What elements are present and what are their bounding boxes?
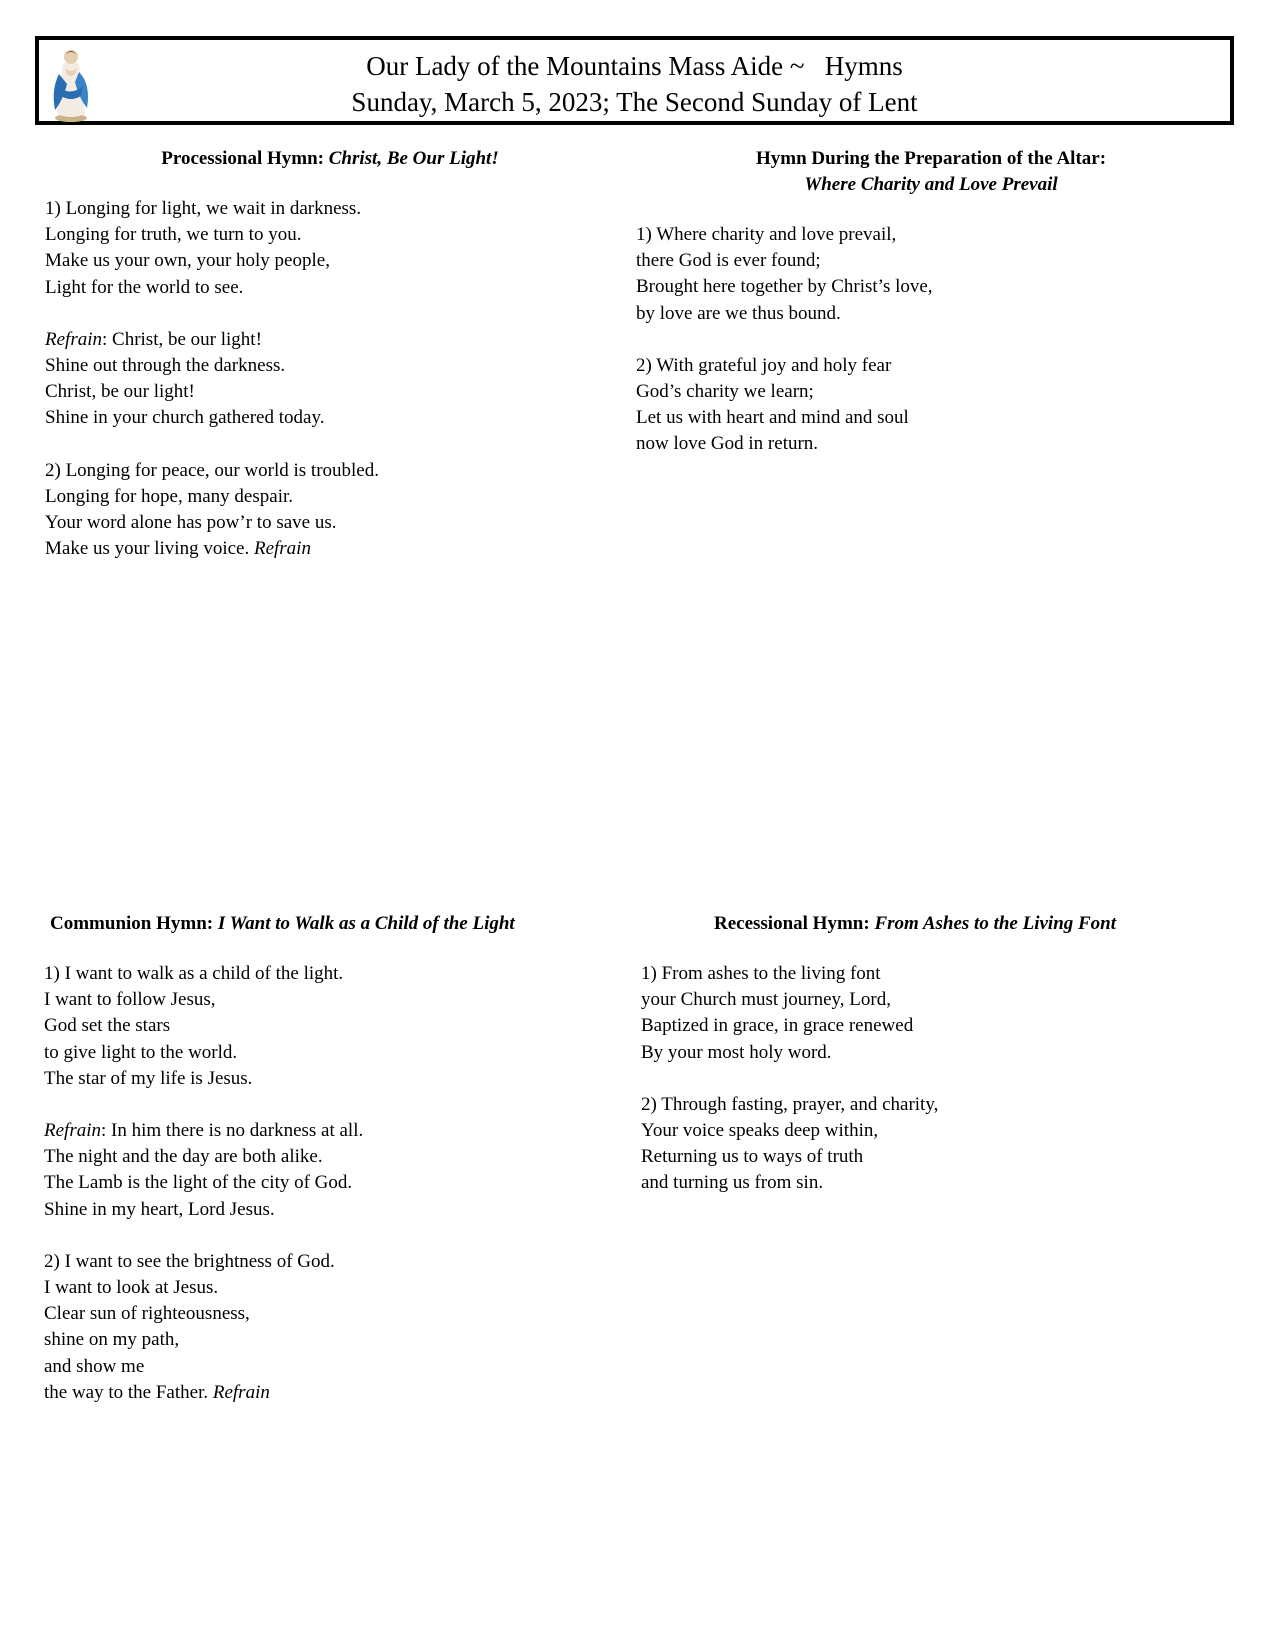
lyric-line: The star of my life is Jesus. (44, 1067, 253, 1089)
lyric-line: 2) Longing for peace, our world is troubled. (45, 459, 379, 481)
lyric-line: Light for the world to see. (45, 276, 244, 298)
header-title (39, 48, 1230, 120)
lyric-line: Shine in my heart, Lord Jesus. (44, 1198, 275, 1220)
hymn-label: Processional Hymn: (161, 148, 329, 169)
lyric-line: 1) I want to walk as a child of the light. (44, 963, 344, 984)
lyric-line: Let us with heart and mind and soul (636, 407, 909, 429)
recessional-hymn (641, 911, 1231, 1223)
header-title-line-1: Our Lady of the Mountains Mass Aide ~ Hymns (366, 51, 903, 81)
hymn-heading (641, 911, 1231, 937)
stanza-1 (44, 961, 604, 1092)
hymn-heading (45, 146, 585, 172)
stanza-2 (636, 353, 1226, 458)
refrain (44, 1118, 604, 1223)
stanza-1 (641, 961, 1231, 1066)
lyric-line: Your voice speaks deep within, (641, 1120, 879, 1142)
stanza-1 (45, 196, 585, 301)
hymn-lyrics (636, 222, 1226, 458)
lyric-line (44, 1118, 604, 1144)
lyric-line: Baptized in grace, in grace renewed (641, 1015, 914, 1037)
lyric-line: your Church must journey, Lord, (641, 989, 891, 1011)
lyric-line: by love are we thus bound. (636, 302, 841, 324)
lyric-text: the way to the Father. (44, 1381, 213, 1403)
lyric-text: : In him there is no darkness at all. (101, 1120, 364, 1142)
lyric-line: I want to look at Jesus. (44, 1277, 219, 1299)
lyric-line: 2) Through fasting, prayer, and charity, (641, 1093, 939, 1115)
hymn-lyrics (45, 196, 585, 562)
lyric-line: God set the stars (44, 1015, 171, 1037)
lyric-line: God’s charity we learn; (636, 381, 814, 403)
lyric-line: By your most holy word. (641, 1041, 832, 1063)
lyric-line: Longing for truth, we turn to you. (45, 224, 302, 246)
hymn-heading (44, 911, 604, 937)
lyric-line: there God is ever found; (636, 250, 821, 272)
hymn-lyrics (641, 961, 1231, 1197)
page-header (35, 36, 1234, 125)
communion-hymn (44, 911, 604, 1432)
stanza-2 (45, 458, 585, 563)
lyric-text: Make us your living voice. (45, 538, 254, 560)
lyric-line: Clear sun of righteousness, (44, 1303, 250, 1325)
hymn-title: From Ashes to the Living Font (874, 913, 1117, 934)
hymn-label: Recessional Hymn: (714, 913, 875, 934)
hymn-title: I Want to Walk as a Child of the Light (217, 913, 515, 934)
lyric-line: and turning us from sin. (641, 1172, 824, 1194)
lyric-line: 1) Longing for light, we wait in darkness. (45, 198, 362, 219)
hymn-label: Hymn During the Preparation of the Altar: (755, 148, 1107, 169)
hymn-lyrics (44, 961, 604, 1406)
lyric-line: Your word alone has pow’r to save us. (45, 512, 337, 534)
stanza-2 (44, 1249, 604, 1406)
lyric-line: Brought here together by Christ’s love, (636, 276, 933, 298)
lyric-line: Christ, be our light! (45, 381, 195, 403)
hymn-title: Christ, Be Our Light! (328, 148, 499, 169)
lyric-line: 1) From ashes to the living font (641, 963, 881, 984)
lyric-line: 2) I want to see the brightness of God. (44, 1250, 335, 1272)
lyric-line: The night and the day are both alike. (44, 1146, 323, 1168)
lyric-line: Longing for hope, many despair. (45, 485, 294, 507)
lyric-line: shine on my path, (44, 1329, 180, 1351)
refrain (45, 327, 585, 432)
lyric-line (44, 1380, 604, 1406)
lyric-line: Shine in your church gathered today. (45, 407, 325, 429)
processional-hymn (45, 146, 585, 588)
refrain-cue: Refrain (253, 538, 311, 560)
stanza-1 (636, 222, 1226, 327)
lyric-line: 1) Where charity and love prevail, (636, 224, 897, 245)
lyric-line: and show me (44, 1355, 145, 1377)
lyric-line: to give light to the world. (44, 1041, 238, 1063)
lyric-line: now love God in return. (636, 433, 819, 455)
preparation-hymn (636, 146, 1226, 484)
lyric-line (45, 327, 585, 353)
lyric-line: 2) With grateful joy and holy fear (636, 354, 892, 376)
lyric-line: I want to follow Jesus, (44, 989, 216, 1011)
hymn-heading (636, 146, 1226, 198)
lyric-line: Make us your own, your holy people, (45, 250, 330, 272)
lyric-text: : Christ, be our light! (102, 328, 262, 350)
header-title-line-2: Sunday, March 5, 2023; The Second Sunday of Lent (351, 87, 918, 117)
hymn-label: Communion Hymn: (50, 913, 218, 934)
lyric-line: The Lamb is the light of the city of God. (44, 1172, 353, 1194)
hymn-title: Where Charity and Love Prevail (804, 174, 1058, 195)
stanza-2 (641, 1092, 1231, 1197)
refrain-label: Refrain (44, 1120, 101, 1142)
refrain-label: Refrain (45, 328, 102, 350)
lyric-line: Shine out through the darkness. (45, 355, 286, 377)
lyric-line (45, 536, 585, 562)
lyric-line: Returning us to ways of truth (641, 1146, 864, 1168)
refrain-cue: Refrain (212, 1381, 270, 1403)
